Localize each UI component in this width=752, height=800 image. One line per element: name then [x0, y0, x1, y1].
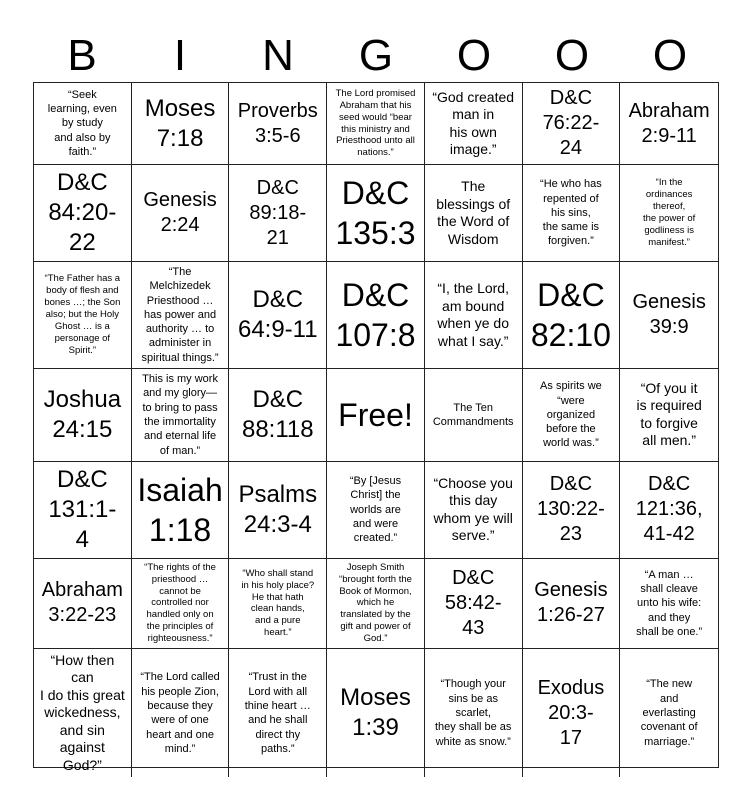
- bingo-cell[interactable]: “By [Jesus Christ] the worlds are and were created.”: [327, 462, 425, 559]
- bingo-cell[interactable]: Genesis 2:24: [132, 165, 230, 262]
- bingo-cell[interactable]: D&C 130:22- 23: [523, 462, 621, 559]
- bingo-cell[interactable]: D&C 58:42- 43: [425, 559, 523, 649]
- bingo-cell[interactable]: “The Father has a body of flesh and bones …; the Son also; but the Holy Ghost … is a personage of Spirit.”: [34, 262, 132, 369]
- bingo-cell[interactable]: Joshua 24:15: [34, 369, 132, 462]
- bingo-cell[interactable]: Moses 1:39: [327, 649, 425, 778]
- bingo-cell[interactable]: The Ten Commandments: [425, 369, 523, 462]
- bingo-cell[interactable]: D&C 131:1- 4: [34, 462, 132, 559]
- bingo-cell[interactable]: “I, the Lord, am bound when ye do what I say.”: [425, 262, 523, 369]
- header-letter: O: [652, 31, 688, 80]
- bingo-cell[interactable]: “Seek learning, even by study and also by faith.”: [34, 83, 132, 165]
- bingo-cell[interactable]: Genesis 39:9: [620, 262, 718, 369]
- bingo-cell[interactable]: “Choose you this day whom ye will serve.”: [425, 462, 523, 559]
- bingo-cell[interactable]: Psalms 24:3-4: [229, 462, 327, 559]
- bingo-cell[interactable]: D&C 88:118: [229, 369, 327, 462]
- bingo-cell[interactable]: “In the ordinances thereof, the power of godliness is manifest.”: [620, 165, 718, 262]
- bingo-cell[interactable]: This is my work and my glory— to bring to pass the immortality and eternal life of man.”: [132, 369, 230, 462]
- bingo-cell[interactable]: Joseph Smith “brought forth the Book of Mormon, which he translated by the gift and power of God.”: [327, 559, 425, 649]
- bingo-cell[interactable]: D&C 82:10: [523, 262, 621, 369]
- bingo-cell[interactable]: Proverbs 3:5-6: [229, 83, 327, 165]
- header-letter: O: [456, 31, 492, 80]
- bingo-cell[interactable]: Abraham 2:9-11: [620, 83, 718, 165]
- free-space-cell[interactable]: Free!: [327, 369, 425, 462]
- bingo-cell[interactable]: D&C 89:18- 21: [229, 165, 327, 262]
- bingo-cell[interactable]: “Of you it is required to forgive all men.”: [620, 369, 718, 462]
- bingo-cell[interactable]: D&C 64:9-11: [229, 262, 327, 369]
- header-letter: N: [262, 31, 294, 80]
- bingo-cell[interactable]: “How then can I do this great wickedness, and sin against God?”: [34, 649, 132, 778]
- bingo-cell[interactable]: “The Lord called his people Zion, because they were of one heart and one mind.”: [132, 649, 230, 778]
- bingo-header: [33, 30, 719, 82]
- bingo-cell[interactable]: The blessings of the Word of Wisdom: [425, 165, 523, 262]
- bingo-cell[interactable]: “The Melchizedek Priesthood … has power and authority … to administer in spiritual things.”: [132, 262, 230, 369]
- header-letter: B: [67, 31, 97, 80]
- bingo-cell[interactable]: “Trust in the Lord with all thine heart … and he shall direct thy paths.”: [229, 649, 327, 778]
- bingo-board: [33, 82, 719, 773]
- bingo-cell[interactable]: “Though your sins be as scarlet, they shall be as white as snow.”: [425, 649, 523, 778]
- bingo-cell[interactable]: D&C 107:8: [327, 262, 425, 369]
- bingo-cell[interactable]: D&C 135:3: [327, 165, 425, 262]
- bingo-cell[interactable]: Genesis 1:26-27: [523, 559, 621, 649]
- bingo-cell[interactable]: Isaiah 1:18: [132, 462, 230, 559]
- bingo-cell[interactable]: D&C 84:20- 22: [34, 165, 132, 262]
- bingo-cell[interactable]: “The new and everlasting covenant of marriage.”: [640, 678, 698, 748]
- bingo-cell[interactable]: “A man … shall cleave unto his wife: and they shall be one.”: [620, 559, 718, 649]
- header-letter: O: [554, 31, 590, 80]
- bingo-cell[interactable]: Abraham 3:22-23: [34, 559, 132, 649]
- bingo-cell[interactable]: Exodus 20:3- 17: [523, 649, 621, 778]
- header-letter: I: [173, 31, 187, 80]
- bingo-cell[interactable]: D&C 121:36, 41-42: [620, 462, 718, 559]
- bingo-cell[interactable]: “The rights of the priesthood … cannot be controlled nor handled only on the principles of righteousness.”: [132, 559, 230, 649]
- bingo-cell[interactable]: As spirits we “were organized before the world was.”: [523, 369, 621, 462]
- bingo-cell[interactable]: The Lord promised Abraham that his seed would “bear this ministry and Priesthood unto all nations.”: [327, 83, 425, 165]
- header-letter: G: [358, 31, 394, 80]
- bingo-cell[interactable]: “Who shall stand in his holy place? He that hath clean hands, and a pure heart.”: [229, 559, 327, 649]
- bingo-cell[interactable]: Moses 7:18: [132, 83, 230, 165]
- bingo-cell[interactable]: D&C 76:22- 24: [523, 83, 621, 165]
- bingo-cell[interactable]: “He who has repented of his sins, the same is forgiven.”: [523, 165, 621, 262]
- bingo-cell[interactable]: “God created man in his own image.”: [425, 83, 523, 165]
